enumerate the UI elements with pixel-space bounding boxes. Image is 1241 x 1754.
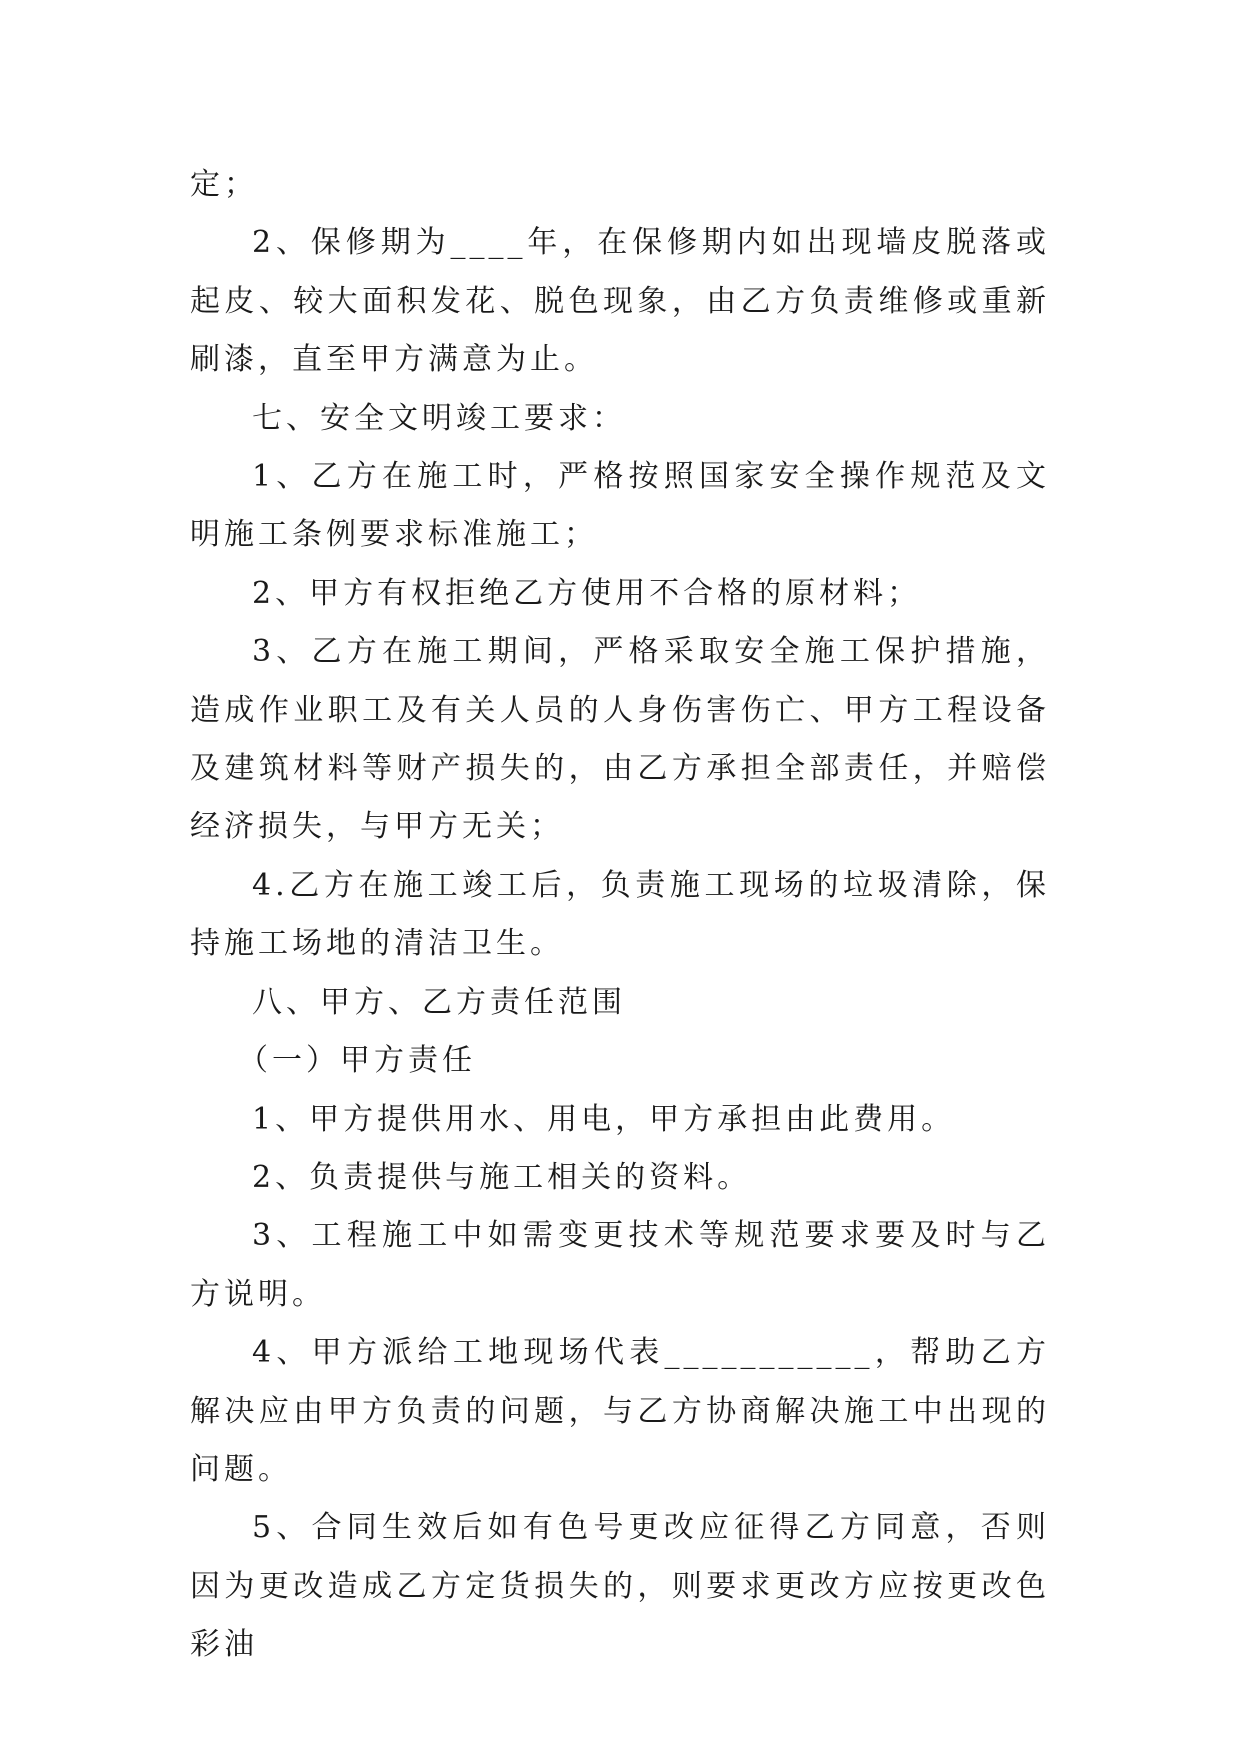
paragraph-continuation: 定； — [190, 167, 258, 202]
section-heading-responsibilities: 八、甲方、乙方责任范围 — [252, 984, 626, 1020]
paragraph-party-a-2: 2、负责提供与施工相关的资料。 — [252, 1159, 752, 1195]
paragraph-safety-3: 3、乙方在施工期间，严格采取安全施工保护措施，造成作业职工及有关人员的人身伤害伤亡、甲方工程设备及建筑材料等财产损失的，由乙方承担全部责任，并赔偿经济损失，与甲方无关； — [190, 634, 1050, 845]
paragraph-party-a-4: 4、甲方派给工地现场代表___________，帮助乙方解决应由甲方负责的问题，与乙方协商解决施工中出现的问题。 — [190, 1335, 1050, 1487]
paragraph-party-a-3: 3、工程施工中如需变更技术等规范要求要及时与乙方说明。 — [190, 1218, 1050, 1312]
subsection-heading-party-a: （一）甲方责任 — [238, 1043, 476, 1079]
document-body — [190, 156, 1050, 1675]
paragraph-party-a-5: 5、合同生效后如有色号更改应征得乙方同意，否则因为更改造成乙方定货损失的，则要求更改方应按更改色彩油 — [190, 1510, 1050, 1663]
paragraph-safety-2: 2、甲方有权拒绝乙方使用不合格的原材料； — [252, 575, 922, 611]
paragraph-party-a-1: 1、甲方提供用水、用电，甲方承担由此费用。 — [252, 1101, 956, 1137]
paragraph-safety-1: 1、乙方在施工时，严格按照国家安全操作规范及文明施工条例要求标准施工； — [190, 459, 1050, 553]
section-heading-safety: 七、安全文明竣工要求： — [252, 400, 626, 436]
paragraph-warranty-period: 2、保修期为____年，在保修期内如出现墙皮脱落或起皮、较大面积发花、脱色现象，由乙方负责维修或重新刷漆，直至甲方满意为止。 — [190, 225, 1050, 378]
paragraph-safety-4: 4.乙方在施工竣工后，负责施工现场的垃圾清除，保持施工场地的清洁卫生。 — [190, 867, 1050, 962]
